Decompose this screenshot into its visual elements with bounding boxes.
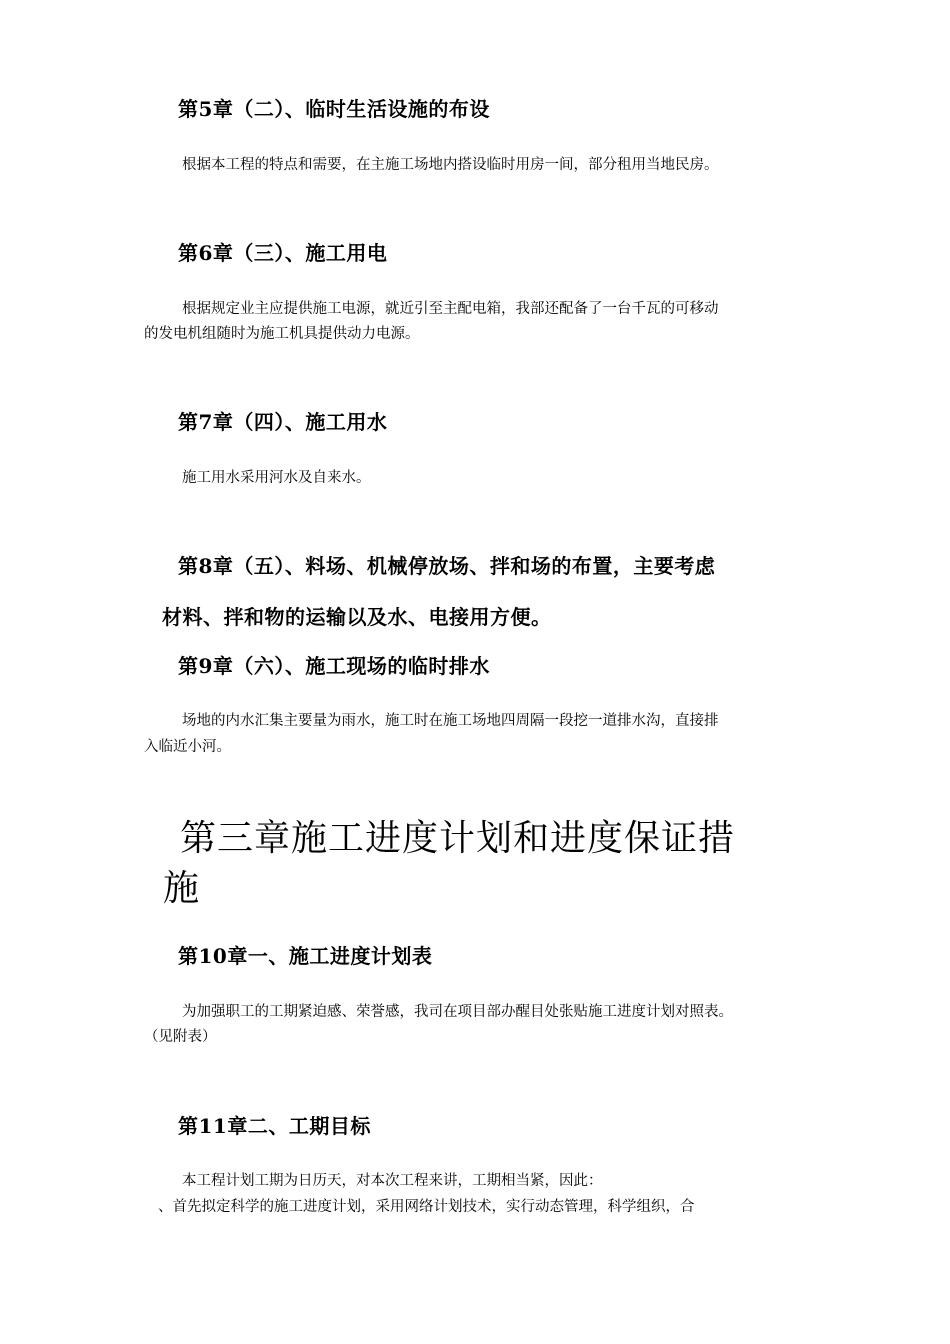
section-11-body-line-2: 、首先拟定科学的施工进度计划，采用网络计划技术，实行动态管理，科学组织，合: [158, 1199, 695, 1215]
section-6-body-line-2: 的发电机组随时为施工机具提供动力电源。: [144, 326, 420, 342]
section-8-heading-line-1: 第8章（五）、料场、机械停放场、拌和场的布置，主要考虑: [178, 554, 716, 578]
section-10-body-line-2: （见附表）: [144, 1029, 217, 1045]
section-11-body-line-1: 本工程计划工期为日历天，对本次工程来讲，工期相当紧，因此：: [182, 1173, 603, 1189]
section-6-body-line-1: 根据规定业主应提供施工电源，就近引至主配电箱，我部还配备了一台千瓦的可移动: [182, 301, 719, 317]
section-9-heading: 第9章（六）、施工现场的临时排水: [178, 654, 490, 678]
section-5-body: 根据本工程的特点和需要，在主施工场地内搭设临时用房一间，部分租用当地民房。: [182, 157, 719, 173]
section-9-body-line-1: 场地的内水汇集主要量为雨水，施工时在施工场地四周隔一段挖一道排水沟，直接排: [182, 713, 719, 729]
section-10-heading: 第10章一、施工进度计划表: [178, 944, 433, 968]
section-10-body-line-1: 为加强职工的工期紧迫感、荣誉感，我司在项目部办醒目处张贴施工进度计划对照表。: [182, 1004, 733, 1020]
chapter-3-title-line-1: 第三章施工进度计划和进度保证措: [180, 818, 736, 859]
section-6-heading: 第6章（三）、施工用电: [178, 241, 388, 265]
section-8-heading-line-2: 材料、拌和物的运输以及水、电接用方便。: [162, 605, 552, 629]
chapter-3-title-line-2: 施: [163, 868, 201, 909]
section-11-heading: 第11章二、工期目标: [178, 1114, 371, 1138]
section-5-heading: 第5章（二）、临时生活设施的布设: [178, 97, 490, 121]
section-7-heading: 第7章（四）、施工用水: [178, 410, 388, 434]
section-7-body: 施工用水采用河水及自来水。: [182, 470, 371, 486]
section-9-body-line-2: 入临近小河。: [144, 739, 231, 755]
